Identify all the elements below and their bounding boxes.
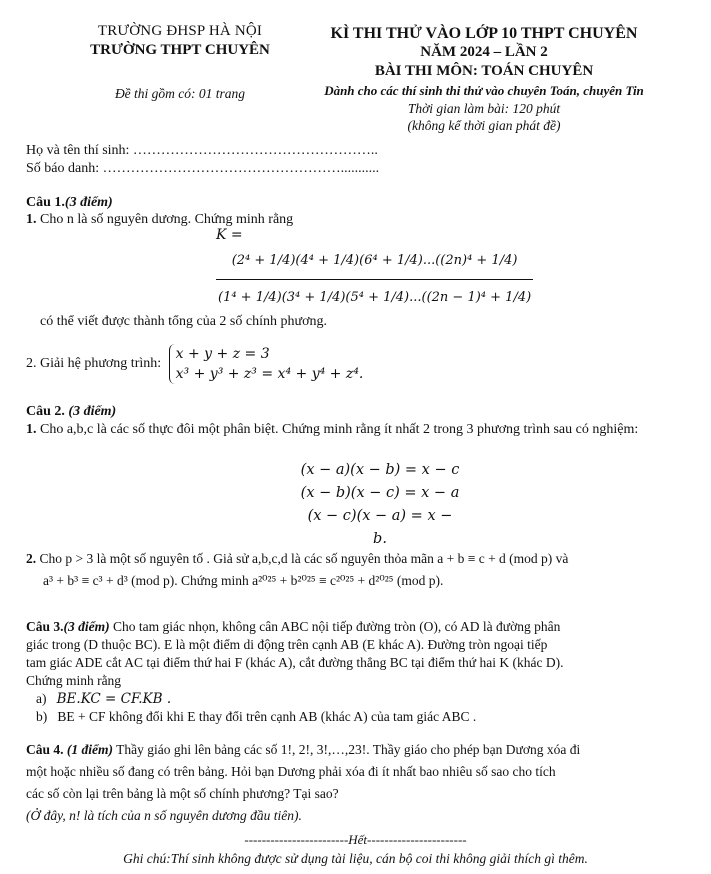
q2-heading <box>26 403 685 421</box>
candidate-name-line: Họ và tên thí sinh: …………………………………………….. <box>26 143 378 158</box>
page-count-note: Đề thi gồm có: 01 trang <box>114 86 246 101</box>
q4-title: Câu 4. <box>26 742 64 757</box>
q1-part1-end: có thể viết được thành tổng của 2 số chính phương. <box>40 314 327 329</box>
q2-title: Câu 2. <box>26 404 65 419</box>
q2-equations <box>300 459 460 551</box>
exam-duration: Thời gian làm bài: 120 phút <box>407 101 561 116</box>
q3-line2: giác trong (D thuộc BC). E là một điểm di động trên cạnh AB (E khác A). Đường tròn ngoại tiếp <box>26 637 548 652</box>
q3-a-label: a) <box>36 691 47 706</box>
q2-part2-line2: a³ + b³ ≡ c³ + d³ (mod p). Chứng minh a²⁰²⁵ + b²⁰²⁵ ≡ c²⁰²⁵ + d²⁰²⁵ (mod p). <box>43 573 444 588</box>
q4-block <box>26 739 686 827</box>
q1-part2 <box>26 344 363 384</box>
system-eq2: x³ + y³ + z³ = x⁴ + y⁴ + z⁴. <box>175 366 364 382</box>
q3-b-label: b) <box>36 709 48 724</box>
q2-part2-text1: Cho p > 3 là một số nguyên tố . Giả sử a,b,c,d là các số nguyên thỏa mãn a + b ≡ c + d (mod p) và <box>39 551 569 566</box>
q4-line3: các số còn lại trên bảng là một số chính phương? Tại sao? <box>26 786 339 801</box>
end-marker: ------------------------Hết----------------------- <box>244 832 467 847</box>
system-brace <box>169 344 364 384</box>
exam-subject: BÀI THI MÔN: TOÁN CHUYÊN <box>374 63 594 79</box>
k-numerator: (2⁴ + 1/4)(4⁴ + 1/4)(6⁴ + 1/4)...((2n)⁴ + 1/4) <box>216 243 533 280</box>
system-eq1: x + y + z = 3 <box>175 346 270 362</box>
q1-part1-text: Cho n là số nguyên dương. Chứng minh rằng <box>40 212 294 227</box>
q3-line4: Chứng minh rằng <box>26 673 122 688</box>
q1-heading <box>26 194 685 212</box>
q3-title: Câu 3. <box>26 619 64 634</box>
exam-year: NĂM 2024 – LẦN 2 <box>420 44 548 60</box>
q1-title: Câu 1. <box>26 195 65 210</box>
header-left <box>40 22 320 102</box>
q4-text1: Thầy giáo ghi lên bảng các số 1!, 2!, 3!,…,23!. Thầy giáo cho phép bạn Dương xóa đi <box>116 742 581 757</box>
header-right <box>288 24 680 134</box>
k-fraction <box>216 243 533 316</box>
k-label: K = <box>216 226 243 243</box>
q1-part2-label: 2. Giải hệ phương trình: <box>26 356 162 371</box>
q4-note: (Ở đây, n! là tích của n số nguyên dương đầu tiên). <box>26 808 302 823</box>
q3-points: (3 điểm) <box>63 619 110 634</box>
q3-text1: Cho tam giác nhọn, không cân ABC nội tiếp đường tròn (O), có AD là đường phân <box>113 619 561 634</box>
exam-duration-note: (không kể thời gian phát đề) <box>407 118 561 133</box>
q1-part1-label: 1. <box>26 212 37 227</box>
q4-points: (1 điểm) <box>66 742 114 757</box>
q2-eq2: (x − b)(x − c) = x − a <box>300 485 460 501</box>
q2-part1-label: 1. <box>26 422 37 437</box>
q3-part-b <box>26 708 686 726</box>
exam-title: KÌ THI THỬ VÀO LỚP 10 THPT CHUYÊN <box>330 25 638 42</box>
q1-points: (3 điểm) <box>64 195 113 210</box>
q2-part1 <box>26 420 682 439</box>
q3-b-text: BE + CF không đổi khi E thay đổi trên cạnh AB (khác A) của tam giác ABC . <box>57 709 477 724</box>
q2-points: (3 điểm) <box>68 404 117 419</box>
q3-part-a <box>26 690 686 708</box>
q3-a-text: BE.KC = CF.KB . <box>56 691 172 707</box>
q3-line1 <box>26 618 686 636</box>
q2-part1-text: Cho a,b,c là các số thực đôi một phân biệt. Chứng minh rằng ít nhất 2 trong 3 phương trình sau có nghiệm: <box>40 422 639 437</box>
q2-eq1: (x − a)(x − b) = x − c <box>300 462 460 478</box>
q3-block <box>26 618 686 726</box>
q2-part2-label: 2. <box>26 551 37 566</box>
q3-line3: tam giác ADE cắt AC tại điểm thứ hai F (khác A), cắt đường thẳng BC tại điểm thứ hai K (khác D). <box>26 655 564 670</box>
q4-line1 <box>26 739 686 761</box>
q4-line2: một hoặc nhiều số đang có trên bảng. Hỏi bạn Dương phải xóa đi ít nhất bao nhiêu số sao cho tích <box>26 764 556 779</box>
k-formula <box>216 226 532 316</box>
q2-part2-line1 <box>26 550 685 568</box>
candidate-id-line: Số báo danh: ……………………………………………........... <box>26 161 380 176</box>
school-name: TRƯỜNG ĐHSP HÀ NỘI <box>97 23 263 39</box>
k-denominator: (1⁴ + 1/4)(3⁴ + 1/4)(5⁴ + 1/4)...((2n − 1)⁴ + 1/4) <box>218 289 532 305</box>
exam-audience: Dành cho các thí sinh thi thử vào chuyên Toán, chuyên Tin <box>324 83 644 98</box>
q2-eq3: (x − c)(x − a) = x − b. <box>307 508 453 547</box>
footer-note: Ghi chú:Thí sinh không được sử dụng tài liệu, cán bộ coi thi không giải thích gì thêm. <box>123 851 588 866</box>
school-subname: TRƯỜNG THPT CHUYÊN <box>90 42 270 58</box>
